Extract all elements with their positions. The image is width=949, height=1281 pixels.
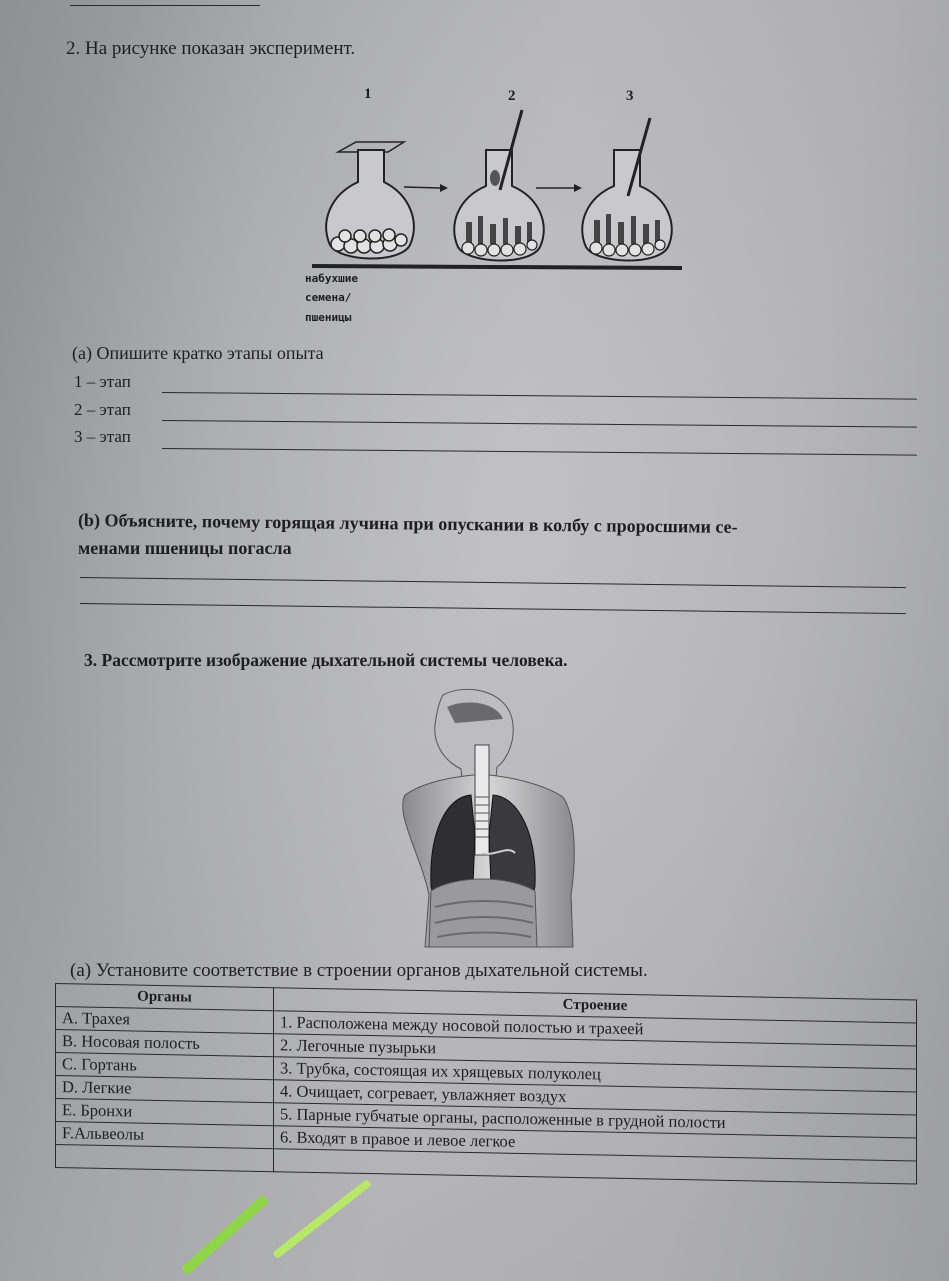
green-pencil [181,1194,269,1275]
question-2-title: 2. На рисунке показан эксперимент. [66,38,356,59]
seed-caption-line2: семена/ [305,291,352,304]
seed-caption-line1: набухшие [305,272,358,285]
structure-cell: 2. Легочные пузырьки [274,1034,917,1069]
matching-table [55,983,917,1185]
respiratory-system-image [385,685,585,955]
question-2b-answer-line-1[interactable] [80,577,906,588]
stage-2-answer-line[interactable] [162,420,917,428]
experiment-flasks-figure [0,0,949,300]
stage-3-answer-line[interactable] [162,448,917,456]
flask-label-3: 3 [626,88,634,104]
question-3a-prompt: (a) Установите соответствие в строении органов дыхательной системы. [70,960,648,981]
green-pencil-secondary [272,1179,371,1259]
organ-cell: D. Легкие [56,1076,274,1103]
seed-caption-line3: пшеницы [305,311,352,324]
question-2b-answer-line-2[interactable] [80,603,906,614]
organ-cell: A. Трахея [56,1007,274,1034]
flask-label-1: 1 [364,86,372,102]
organ-cell: E. Бронхи [56,1099,274,1126]
structure-cell: 4. Очищает, согревает, увлажняет воздух [274,1080,917,1115]
structure-cell: 5. Парные губчатые органы, расположенные в грудной полости [274,1103,917,1138]
question-2b-prompt-line1: (b) Объясните, почему горящая лучина при опускании в колбу с проросшими се- [77,510,738,537]
organ-cell-empty [56,1145,274,1172]
question-2a-prompt: (a) Опишите кратко этапы опыта [72,343,324,363]
stage-1-label: 1 – этап [74,372,131,391]
organ-cell: C. Гортань [56,1053,274,1080]
structure-cell: 1. Расположена между носовой полостью и трахеей [274,1011,917,1046]
organ-cell: B. Носовая полость [56,1030,274,1057]
header-structure: Строение [274,988,917,1023]
question-2b-prompt-line2: менами пшеницы погасла [78,538,292,558]
header-organs: Органы [56,984,274,1011]
stage-2-label: 2 – этап [74,400,131,419]
structure-cell: 6. Входят в правое и левое легкое [274,1126,917,1161]
stage-1-answer-line[interactable] [162,392,917,400]
structure-cell: 3. Трубка, состоящая их хрящевых полуколец [274,1057,917,1092]
stage-3-label: 3 – этап [74,427,131,446]
organ-cell: F.Альвеолы [56,1122,274,1149]
question-3-title: 3. Рассмотрите изображение дыхательной системы человека. [84,650,568,670]
flask-label-2: 2 [508,88,516,104]
